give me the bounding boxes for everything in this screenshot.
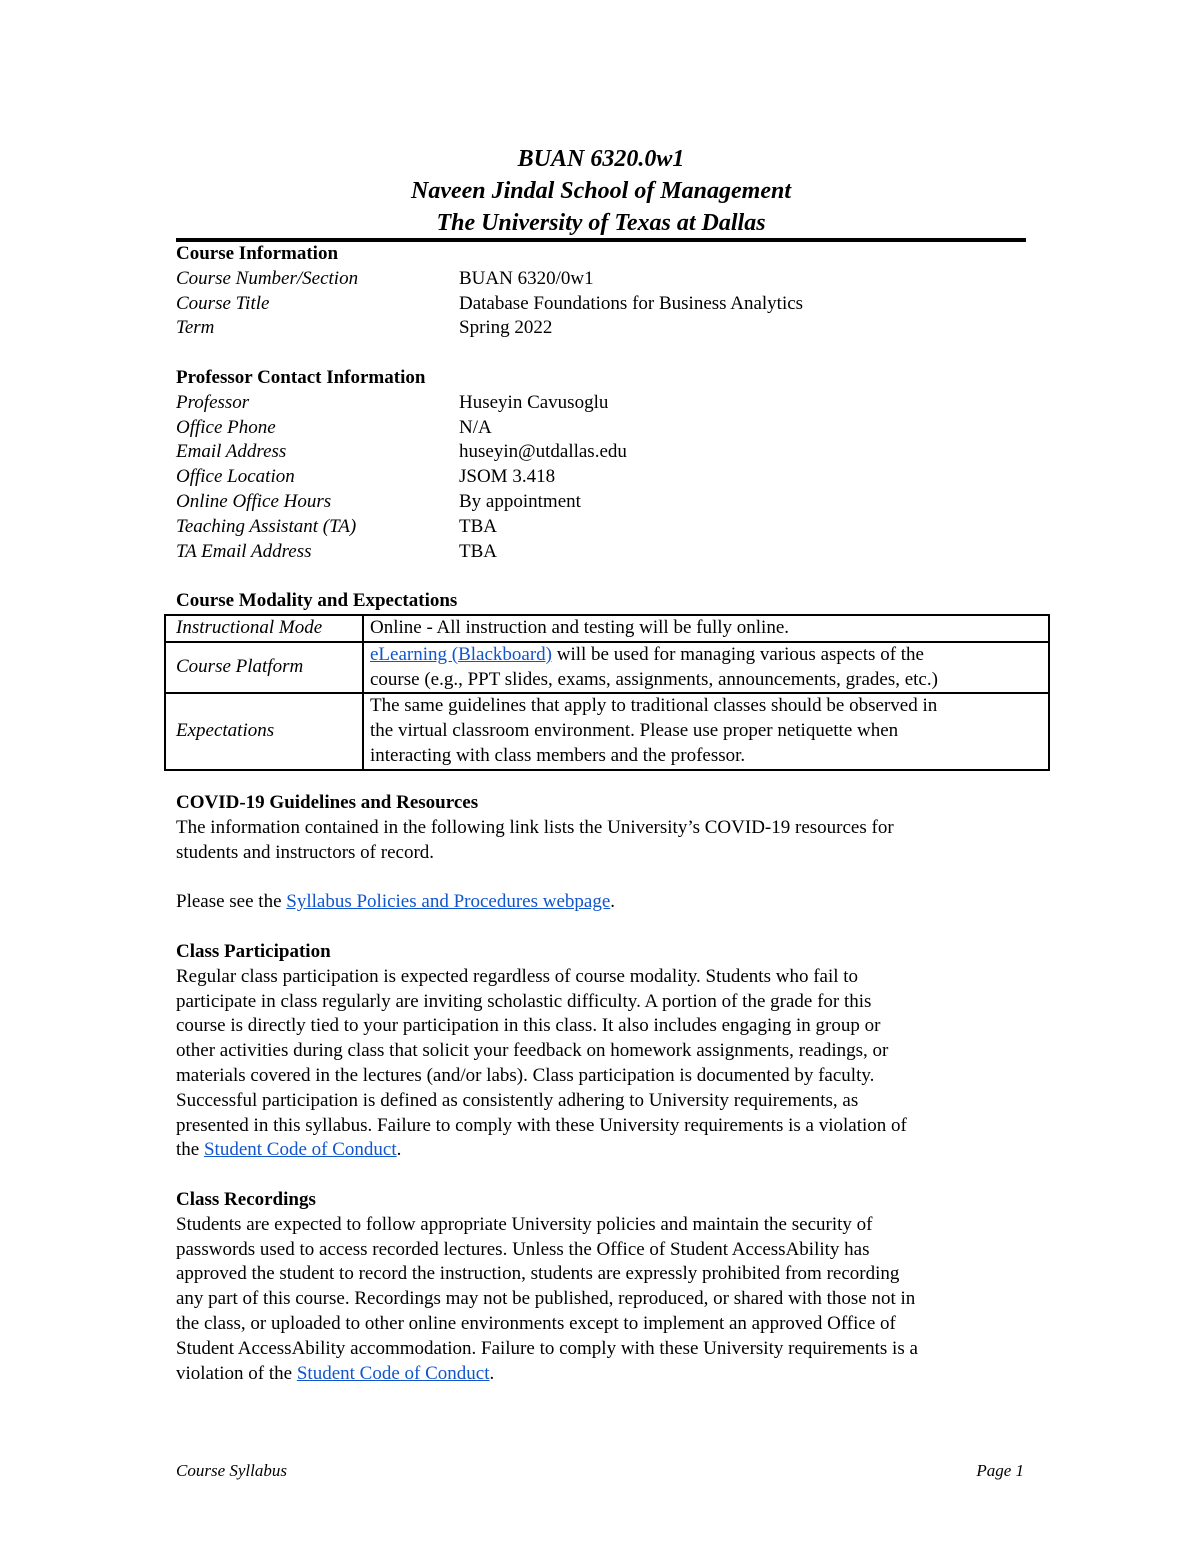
- expectations-text: the virtual classroom environment. Please use proper netiquette when: [370, 720, 899, 742]
- see-webpage-line: [176, 890, 1036, 915]
- info-label: Course Number/Section: [176, 267, 359, 289]
- paragraph-line: other activities during class that solicit your feedback on homework assignments, readings, or: [176, 1040, 889, 1062]
- info-label: Teaching Assistant (TA): [176, 515, 357, 537]
- modality-title: Course Modality and Expectations: [176, 590, 458, 611]
- paragraph-line: [176, 1138, 1036, 1163]
- paragraph-line: The information contained in the following link lists the University’s COVID-19 resources for: [176, 816, 894, 838]
- syllabus-policies-link[interactable]: Syllabus Policies and Procedures webpage: [286, 891, 611, 913]
- info-label: TA Email Address: [176, 540, 312, 562]
- modality-value: [363, 642, 1049, 694]
- paragraph-line: the class, or uploaded to other online environments except to implement an approved Office of: [176, 1312, 896, 1334]
- participation-section: [176, 940, 1036, 1163]
- info-label: Office Location: [176, 466, 295, 488]
- modality-label: Expectations: [165, 693, 363, 769]
- info-label: Term: [176, 317, 215, 339]
- info-value: BUAN 6320/0w1: [459, 267, 594, 289]
- contact-information-section: [176, 366, 1036, 564]
- university-heading: The University of Texas at Dallas: [436, 210, 766, 236]
- text-suffix: .: [396, 1139, 402, 1161]
- elearning-link[interactable]: eLearning (Blackboard): [370, 643, 552, 665]
- paragraph-line: Student AccessAbility accommodation. Failure to comply with these University requirements is a: [176, 1337, 918, 1359]
- info-row: [176, 515, 1036, 540]
- platform-text: course (e.g., PPT slides, exams, assignments, announcements, grades, etc.): [370, 668, 938, 690]
- paragraph-line: presented in this syllabus. Failure to comply with these University requirements is a violation of: [176, 1114, 907, 1136]
- info-row: [176, 267, 1036, 292]
- paragraph-line: [176, 1362, 1036, 1387]
- modality-label: Course Platform: [165, 642, 363, 694]
- platform-text: will be used for managing various aspects of the: [552, 643, 924, 665]
- info-value: Spring 2022: [459, 317, 553, 339]
- info-row: [176, 465, 1036, 490]
- modality-table: [164, 614, 1050, 771]
- covid-section: [176, 791, 1036, 915]
- info-row: [176, 490, 1036, 515]
- paragraph-line: approved the student to record the instruction, students are expressly prohibited from recording: [176, 1263, 900, 1285]
- text-prefix: violation of the: [176, 1362, 297, 1384]
- info-value: huseyin@utdallas.edu: [459, 441, 627, 463]
- document-header: [176, 143, 1026, 239]
- paragraph-line: participate in class regularly are inviting scholastic difficulty. A portion of the grade for this: [176, 990, 872, 1012]
- info-row: [176, 540, 1036, 565]
- info-value: TBA: [459, 540, 497, 562]
- expectations-text: interacting with class members and the professor.: [370, 744, 746, 766]
- contact-information-title: Professor Contact Information: [176, 367, 426, 388]
- table-row: [165, 693, 1049, 769]
- school-heading: Naveen Jindal School of Management: [410, 178, 791, 204]
- info-label: Online Office Hours: [176, 490, 332, 512]
- text-suffix: .: [489, 1362, 495, 1384]
- text-prefix: the: [176, 1139, 204, 1161]
- student-code-link[interactable]: Student Code of Conduct: [203, 1139, 397, 1161]
- paragraph-line: passwords used to access recorded lectures. Unless the Office of Student AccessAbility has: [176, 1238, 870, 1260]
- participation-title: Class Participation: [176, 941, 331, 962]
- recordings-title: Class Recordings: [176, 1189, 316, 1210]
- info-label: Email Address: [176, 441, 287, 463]
- course-code-heading: BUAN 6320.0w1: [517, 146, 685, 172]
- paragraph-line: any part of this course. Recordings may not be published, reproduced, or shared with those not in: [176, 1288, 916, 1310]
- recordings-section: [176, 1188, 1036, 1386]
- info-label: Course Title: [176, 292, 270, 314]
- info-value: N/A: [459, 416, 492, 438]
- see-prefix: Please see the: [176, 891, 287, 913]
- expectations-text: The same guidelines that apply to traditional classes should be observed in: [370, 695, 938, 717]
- student-code-link[interactable]: Student Code of Conduct: [296, 1362, 490, 1384]
- covid-title: COVID-19 Guidelines and Resources: [176, 792, 479, 813]
- paragraph-line: Regular class participation is expected regardless of course modality. Students who fail to: [176, 965, 859, 987]
- table-row: [165, 642, 1049, 694]
- paragraph-line: Students are expected to follow appropriate University policies and maintain the security of: [176, 1213, 873, 1235]
- modality-value: Online - All instruction and testing will be fully online.: [363, 615, 1049, 642]
- info-row: [176, 391, 1036, 416]
- footer-page-number: Page 1: [976, 1461, 1024, 1480]
- info-value: TBA: [459, 515, 497, 537]
- course-information-section: [176, 242, 1036, 341]
- paragraph-line: materials covered in the lectures (and/or labs). Class participation is documented by faculty.: [176, 1064, 875, 1086]
- info-value: Database Foundations for Business Analytics: [459, 292, 804, 314]
- table-row: [165, 615, 1049, 642]
- see-suffix: .: [610, 891, 615, 913]
- info-value: By appointment: [459, 490, 581, 512]
- footer-course-syllabus: Course Syllabus: [176, 1461, 287, 1480]
- modality-label: Instructional Mode: [165, 615, 363, 642]
- info-row: [176, 292, 1036, 317]
- info-label: Professor: [176, 391, 250, 413]
- paragraph-line: Successful participation is defined as consistently adhering to University requirements, as: [176, 1089, 859, 1111]
- paragraph-line: course is directly tied to your participation in this class. It also includes engaging in group or: [176, 1015, 881, 1037]
- paragraph-line: students and instructors of record.: [176, 841, 435, 863]
- modality-section: [176, 589, 1036, 614]
- info-value: Huseyin Cavusoglu: [459, 391, 609, 413]
- info-value: JSOM 3.418: [459, 466, 556, 488]
- info-row: [176, 416, 1036, 441]
- modality-value: [363, 693, 1049, 769]
- info-label: Office Phone: [176, 416, 276, 438]
- info-row: [176, 440, 1036, 465]
- info-row: [176, 316, 1036, 341]
- course-information-title: Course Information: [176, 243, 339, 264]
